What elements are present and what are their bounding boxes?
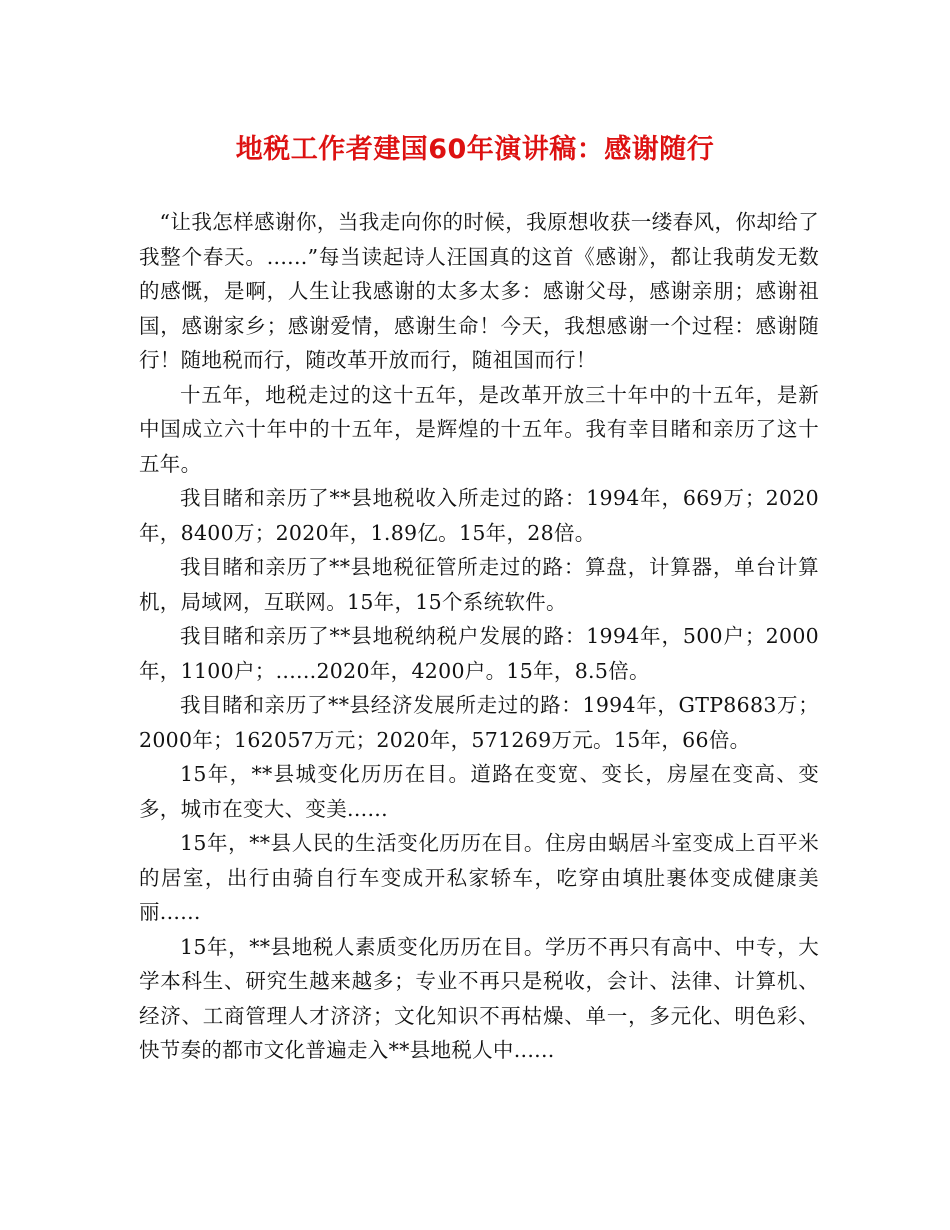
paragraph: 15年，**县城变化历历在目。道路在变宽、变长，房屋在变高、变多，城市在变大、变美...... [139, 762, 819, 821]
document-body [139, 205, 819, 1068]
paragraph: “让我怎样感谢你，当我走向你的时候，我原想收获一缕春风，你却给了我整个春天。......”每当读起诗人汪国真的这首《感谢》，都让我萌发无数的感慨，是啊，人生让我感谢的太多太多：感谢父母，感谢亲朋；感谢祖国，感谢家乡；感谢爱情，感谢生命！今天，我想感谢一个过程：感谢随行！随地税而行，随改革开放而行，随祖国而行！ [139, 210, 819, 372]
document-title: 地税工作者建国60年演讲稿：感谢随行 [235, 134, 715, 165]
paragraph: 15年，**县人民的生活变化历历在目。住房由蜗居斗室变成上百平米的居室，出行由骑自行车变成开私家轿车，吃穿由填肚裹体变成健康美丽...... [139, 831, 819, 924]
paragraph: 我目睹和亲历了**县地税征管所走过的路：算盘，计算器，单台计算机，局域网，互联网。15年，15个系统软件。 [139, 555, 819, 614]
paragraph: 我目睹和亲历了**县地税纳税户发展的路：1994年，500户；2000年，1100户；......2020年，4200户。15年，8.5倍。 [139, 624, 819, 683]
paragraph: 十五年，地税走过的这十五年，是改革开放三十年中的十五年，是新中国成立六十年中的十五年，是辉煌的十五年。我有幸目睹和亲历了这十五年。 [139, 382, 819, 476]
paragraph: 我目睹和亲历了**县经济发展所走过的路：1994年，GTP8683万；2000年；162057万元；2020年，571269万元。15年，66倍。 [139, 693, 819, 752]
paragraph: 我目睹和亲历了**县地税收入所走过的路：1994年，669万；2020年，8400万；2020年，1.89亿。15年，28倍。 [139, 486, 819, 545]
paragraph: 15年，**县地税人素质变化历历在目。学历不再只有高中、中专，大学本科生、研究生越来越多；专业不再只是税收，会计、法律、计算机、经济、工商管理人才济济；文化知识不再枯燥、单一，多元化、明色彩、快节奏的都市文化普遍走入**县地税人中...... [139, 934, 819, 1062]
